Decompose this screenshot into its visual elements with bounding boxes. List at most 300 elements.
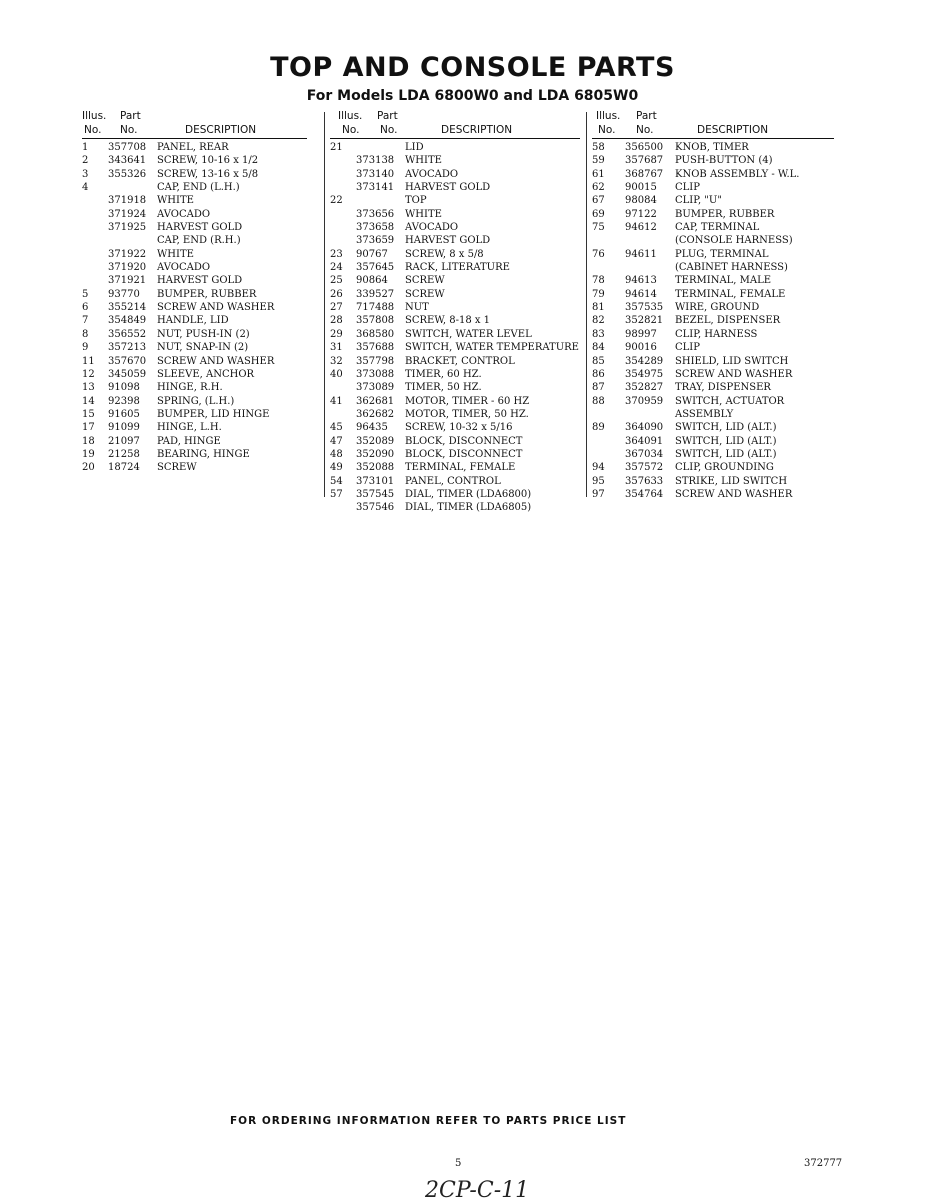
illus-no: 27	[330, 302, 343, 314]
parts-column-1	[82, 110, 307, 476]
table-row	[82, 396, 307, 409]
part-no: 96435	[356, 422, 388, 434]
part-no: 90864	[356, 275, 388, 287]
table-row	[592, 382, 834, 395]
part-no: 371921	[108, 275, 147, 287]
illus-no: 47	[330, 435, 343, 447]
table-row	[330, 182, 580, 195]
description: KNOB ASSEMBLY - W.L.	[675, 168, 800, 180]
part-no: 357808	[356, 315, 395, 327]
illus-no: 83	[592, 328, 605, 340]
description: SCREW AND WASHER	[157, 302, 275, 314]
illus-no: 49	[330, 462, 343, 474]
table-row	[330, 222, 580, 235]
ordering-note: FOR ORDERING INFORMATION REFER TO PARTS PRICE LIST	[230, 1115, 627, 1127]
illus-no: 11	[82, 355, 95, 367]
table-row	[592, 462, 834, 475]
illus-no: 67	[592, 195, 605, 207]
description: WIRE, GROUND	[675, 302, 760, 314]
description: HARVEST GOLD	[157, 275, 243, 287]
part-no: 91098	[108, 382, 140, 394]
table-row	[592, 315, 834, 328]
table-row	[592, 142, 834, 155]
table-row	[592, 356, 834, 369]
table-row	[592, 449, 834, 462]
table-row	[330, 356, 580, 369]
part-no: 98084	[625, 195, 657, 207]
description: BRACKET, CONTROL	[405, 355, 515, 367]
description: PUSH-BUTTON (4)	[675, 155, 773, 167]
description: AVOCADO	[405, 222, 459, 234]
illus-no: 48	[330, 448, 343, 460]
part-no: 354849	[108, 315, 147, 327]
table-row	[82, 155, 307, 168]
part-no: 352821	[625, 315, 664, 327]
table-row	[330, 449, 580, 462]
table-row	[82, 195, 307, 208]
illus-no: 17	[82, 422, 95, 434]
illus-no: 45	[330, 422, 343, 434]
header-rule	[330, 138, 580, 139]
illus-no: 7	[82, 315, 89, 327]
illus-no: 15	[82, 408, 95, 420]
table-row	[330, 249, 580, 262]
table-row	[592, 209, 834, 222]
description: STRIKE, LID SWITCH	[675, 475, 788, 487]
table-row	[592, 182, 834, 195]
illus-no: 69	[592, 208, 605, 220]
illus-no: 28	[330, 315, 343, 327]
illus-no: 20	[82, 462, 95, 474]
table-row	[592, 436, 834, 449]
description: SCREW	[405, 275, 445, 287]
illus-no: 95	[592, 475, 605, 487]
part-no: 90015	[625, 182, 657, 194]
document-number: 372777	[804, 1158, 843, 1169]
part-no: 373656	[356, 208, 395, 220]
description: SCREW AND WASHER	[675, 368, 793, 380]
table-row	[330, 142, 580, 155]
part-no: 21258	[108, 448, 140, 460]
part-no: 371924	[108, 208, 147, 220]
part-no: 357546	[356, 502, 395, 514]
parts-list	[330, 142, 580, 516]
description: WHITE	[405, 155, 442, 167]
illus-no: 40	[330, 368, 343, 380]
part-no: 94611	[625, 248, 657, 260]
part-no: 90016	[625, 342, 657, 354]
part-no: 373658	[356, 222, 395, 234]
table-row	[82, 382, 307, 395]
description: TIMER, 50 HZ.	[405, 382, 482, 394]
description: HINGE, R.H.	[157, 382, 223, 394]
header-part: Part	[120, 110, 141, 122]
description: BEARING, HINGE	[157, 448, 250, 460]
table-row	[330, 315, 580, 328]
table-row	[592, 342, 834, 355]
table-row	[82, 182, 307, 195]
table-row	[82, 422, 307, 435]
parts-column-3	[592, 110, 834, 502]
table-row	[330, 302, 580, 315]
illus-no: 12	[82, 368, 95, 380]
header-no: No.	[342, 124, 360, 136]
handwritten-note: 2CP-C-11	[425, 1178, 530, 1203]
illus-no: 87	[592, 382, 605, 394]
part-no: 373088	[356, 368, 395, 380]
description: NUT	[405, 302, 429, 314]
table-row	[592, 249, 834, 262]
part-no: 371925	[108, 222, 147, 234]
table-row	[82, 235, 307, 248]
table-row	[330, 436, 580, 449]
description: HARVEST GOLD	[405, 182, 491, 194]
description: SCREW	[157, 462, 197, 474]
table-row	[592, 275, 834, 288]
page-subtitle: For Models LDA 6800W0 and LDA 6805W0	[306, 88, 639, 104]
table-row	[330, 275, 580, 288]
description: SWITCH, LID (ALT.)	[675, 435, 777, 447]
header-description: DESCRIPTION	[441, 124, 513, 136]
header-no: No.	[84, 124, 102, 136]
description: PANEL, CONTROL	[405, 475, 501, 487]
table-row	[330, 209, 580, 222]
description: SCREW, 8-18 x 1	[405, 315, 491, 327]
description: BEZEL, DISPENSER	[675, 315, 781, 327]
table-row	[592, 235, 834, 248]
illus-no: 85	[592, 355, 605, 367]
part-no: 355326	[108, 168, 147, 180]
table-row	[330, 369, 580, 382]
table-row	[592, 169, 834, 182]
header-illus: Illus.	[596, 110, 621, 122]
part-no: 94613	[625, 275, 657, 287]
table-row	[82, 329, 307, 342]
column-divider	[324, 112, 325, 497]
illus-no: 81	[592, 302, 605, 314]
description: MOTOR, TIMER - 60 HZ	[405, 395, 530, 407]
description: SWITCH, LID (ALT.)	[675, 422, 777, 434]
part-no: 352827	[625, 382, 664, 394]
illus-no: 18	[82, 435, 95, 447]
part-no: 352089	[356, 435, 395, 447]
parts-column-2	[330, 110, 580, 516]
illus-no: 97	[592, 488, 605, 500]
table-row	[592, 302, 834, 315]
description: SCREW, 10-16 x 1/2	[157, 155, 259, 167]
description: BUMPER, RUBBER	[675, 208, 775, 220]
illus-no: 23	[330, 248, 343, 260]
part-no: 93770	[108, 288, 140, 300]
description: CAP, TERMINAL	[675, 222, 760, 234]
description: SCREW, 13-16 x 5/8	[157, 168, 259, 180]
page-title: TOP AND CONSOLE PARTS	[270, 52, 675, 83]
illus-no: 2	[82, 155, 89, 167]
illus-no: 54	[330, 475, 343, 487]
table-row	[82, 409, 307, 422]
table-row	[330, 195, 580, 208]
part-no: 94612	[625, 222, 657, 234]
header-part-no: No.	[380, 124, 398, 136]
description: TERMINAL, FEMALE	[675, 288, 786, 300]
description: (CABINET HARNESS)	[675, 262, 788, 274]
table-row	[82, 249, 307, 262]
part-no: 97122	[625, 208, 657, 220]
part-no: 345059	[108, 368, 147, 380]
description: CAP, END (R.H.)	[157, 235, 241, 247]
illus-no: 86	[592, 368, 605, 380]
header-rule	[82, 138, 307, 139]
illus-no: 59	[592, 155, 605, 167]
part-no: 354764	[625, 488, 664, 500]
part-no: 373659	[356, 235, 395, 247]
illus-no: 84	[592, 342, 605, 354]
table-row	[330, 289, 580, 302]
part-no: 717488	[356, 302, 395, 314]
part-no: 356552	[108, 328, 147, 340]
illus-no: 62	[592, 182, 605, 194]
part-no: 362681	[356, 395, 395, 407]
part-no: 357645	[356, 262, 395, 274]
illus-no: 22	[330, 195, 343, 207]
part-no: 91605	[108, 408, 140, 420]
part-no: 370959	[625, 395, 664, 407]
part-no: 373101	[356, 475, 395, 487]
illus-no: 9	[82, 342, 89, 354]
part-no: 357572	[625, 462, 664, 474]
table-row	[82, 262, 307, 275]
part-no: 357688	[356, 342, 395, 354]
description: NUT, SNAP-IN (2)	[157, 342, 249, 354]
illus-no: 21	[330, 142, 343, 153]
table-row	[82, 289, 307, 302]
description: HANDLE, LID	[157, 315, 229, 327]
header-rule	[592, 138, 834, 139]
description: TERMINAL, FEMALE	[405, 462, 516, 474]
part-no: 357633	[625, 475, 664, 487]
table-row	[330, 155, 580, 168]
part-no: 368767	[625, 168, 664, 180]
illus-no: 89	[592, 422, 605, 434]
illus-no: 25	[330, 275, 343, 287]
table-row	[592, 155, 834, 168]
header-description: DESCRIPTION	[697, 124, 769, 136]
part-no: 356500	[625, 142, 664, 153]
table-row	[330, 235, 580, 248]
part-no: 352090	[356, 448, 395, 460]
description: KNOB, TIMER	[675, 142, 749, 153]
table-row	[592, 369, 834, 382]
part-no: 339527	[356, 288, 395, 300]
header-no: No.	[598, 124, 616, 136]
part-no: 343641	[108, 155, 147, 167]
part-no: 354975	[625, 368, 664, 380]
part-no: 92398	[108, 395, 140, 407]
description: CLIP, HARNESS	[675, 328, 758, 340]
table-row	[82, 342, 307, 355]
description: AVOCADO	[405, 168, 459, 180]
illus-no: 24	[330, 262, 343, 274]
part-no: 357708	[108, 142, 147, 153]
description: RACK, LITERATURE	[405, 262, 510, 274]
table-row	[330, 462, 580, 475]
column-divider	[586, 112, 587, 497]
part-no: 364091	[625, 435, 664, 447]
illus-no: 94	[592, 462, 605, 474]
header-part: Part	[377, 110, 398, 122]
table-row	[592, 222, 834, 235]
table-row	[592, 195, 834, 208]
description: BUMPER, RUBBER	[157, 288, 257, 300]
description: SCREW AND WASHER	[675, 488, 793, 500]
illus-no: 75	[592, 222, 605, 234]
part-no: 371918	[108, 195, 147, 207]
part-no: 354289	[625, 355, 664, 367]
description: CLIP	[675, 182, 700, 194]
part-no: 364090	[625, 422, 664, 434]
description: WHITE	[157, 248, 194, 260]
part-no: 18724	[108, 462, 140, 474]
table-row	[330, 502, 580, 515]
illus-no: 4	[82, 182, 89, 194]
table-row	[82, 462, 307, 475]
part-no: 357670	[108, 355, 147, 367]
header-part-no: No.	[636, 124, 654, 136]
description: PANEL, REAR	[157, 142, 229, 153]
header-illus: Illus.	[338, 110, 363, 122]
header-part: Part	[636, 110, 657, 122]
description: HARVEST GOLD	[405, 235, 491, 247]
illus-no: 3	[82, 168, 89, 180]
table-row	[82, 209, 307, 222]
table-row	[330, 262, 580, 275]
table-row	[592, 409, 834, 422]
part-no: 90767	[356, 248, 388, 260]
table-row	[592, 289, 834, 302]
table-row	[82, 436, 307, 449]
part-no: 355214	[108, 302, 147, 314]
description: MOTOR, TIMER, 50 HZ.	[405, 408, 529, 420]
description: CAP, END (L.H.)	[157, 182, 240, 194]
parts-list	[592, 142, 834, 502]
description: DIAL, TIMER (LDA6805)	[405, 502, 532, 514]
part-no: 371920	[108, 262, 147, 274]
part-no: 362682	[356, 408, 395, 420]
illus-no: 14	[82, 395, 95, 407]
part-no: 98997	[625, 328, 657, 340]
table-row	[82, 449, 307, 462]
description: SWITCH, LID (ALT.)	[675, 448, 777, 460]
header-description: DESCRIPTION	[185, 124, 257, 136]
part-no: 368580	[356, 328, 395, 340]
part-no: 21097	[108, 435, 140, 447]
description: SLEEVE, ANCHOR	[157, 368, 255, 380]
description: LID	[405, 142, 424, 153]
part-no: 357798	[356, 355, 395, 367]
illus-no: 41	[330, 395, 343, 407]
part-no: 94614	[625, 288, 657, 300]
table-row	[592, 476, 834, 489]
description: AVOCADO	[157, 208, 211, 220]
illus-no: 57	[330, 488, 343, 500]
illus-no: 29	[330, 328, 343, 340]
description: TOP	[405, 195, 427, 207]
illus-no: 5	[82, 288, 89, 300]
illus-no: 26	[330, 288, 343, 300]
table-row	[592, 422, 834, 435]
illus-no: 88	[592, 395, 605, 407]
table-row	[330, 489, 580, 502]
table-row	[330, 422, 580, 435]
table-row	[82, 275, 307, 288]
table-row	[330, 342, 580, 355]
table-row	[592, 396, 834, 409]
part-no: 357213	[108, 342, 147, 354]
illus-no: 32	[330, 355, 343, 367]
table-row	[82, 315, 307, 328]
table-row	[592, 329, 834, 342]
illus-no: 8	[82, 328, 89, 340]
description: BLOCK, DISCONNECT	[405, 435, 523, 447]
description: AVOCADO	[157, 262, 211, 274]
part-no: 357545	[356, 488, 395, 500]
description: NUT, PUSH-IN (2)	[157, 328, 250, 340]
description: SCREW	[405, 288, 445, 300]
description: (CONSOLE HARNESS)	[675, 235, 793, 247]
illus-no: 19	[82, 448, 95, 460]
part-no: 357535	[625, 302, 664, 314]
description: SCREW AND WASHER	[157, 355, 275, 367]
table-row	[82, 142, 307, 155]
description: CLIP, GROUNDING	[675, 462, 774, 474]
description: SWITCH, ACTUATOR	[675, 395, 785, 407]
description: BUMPER, LID HINGE	[157, 408, 270, 420]
illus-no: 58	[592, 142, 605, 153]
illus-no: 76	[592, 248, 605, 260]
table-row	[330, 409, 580, 422]
parts-list	[82, 142, 307, 476]
header-illus: Illus.	[82, 110, 107, 122]
description: HINGE, L.H.	[157, 422, 222, 434]
description: TIMER, 60 HZ.	[405, 368, 482, 380]
illus-no: 78	[592, 275, 605, 287]
description: SCREW, 8 x 5/8	[405, 248, 484, 260]
illus-no: 79	[592, 288, 605, 300]
part-no: 373141	[356, 182, 395, 194]
description: SWITCH, WATER TEMPERATURE	[405, 342, 579, 354]
table-row	[330, 476, 580, 489]
description: SHIELD, LID SWITCH	[675, 355, 789, 367]
description: CLIP, "U"	[675, 195, 722, 207]
description: BLOCK, DISCONNECT	[405, 448, 523, 460]
illus-no: 61	[592, 168, 605, 180]
part-no: 373089	[356, 382, 395, 394]
part-no: 373140	[356, 168, 395, 180]
part-no: 352088	[356, 462, 395, 474]
table-row	[592, 262, 834, 275]
table-row	[330, 329, 580, 342]
header-part-no: No.	[120, 124, 138, 136]
description: DIAL, TIMER (LDA6800)	[405, 488, 532, 500]
illus-no: 13	[82, 382, 95, 394]
description: SPRING, (L.H.)	[157, 395, 235, 407]
table-row	[82, 356, 307, 369]
table-row	[330, 396, 580, 409]
description: TERMINAL, MALE	[675, 275, 772, 287]
part-no: 357687	[625, 155, 664, 167]
part-no: 373138	[356, 155, 395, 167]
illus-no: 82	[592, 315, 605, 327]
